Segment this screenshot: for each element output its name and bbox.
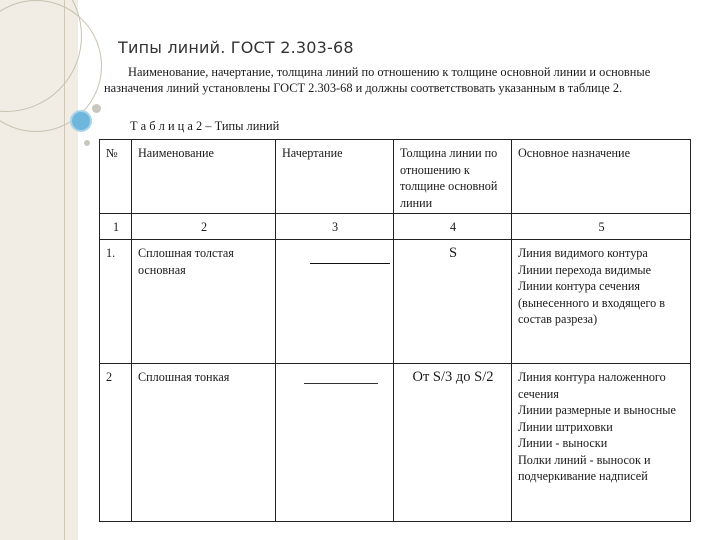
- row-thickness-cell: [394, 240, 512, 364]
- purpose-item: Линия контура наложенного сечения: [518, 370, 666, 401]
- purpose-item: Линии - выноски: [518, 436, 608, 450]
- thin-solid-line-sample: [304, 383, 378, 384]
- thick-solid-line-sample: [310, 263, 390, 264]
- table-header-row: [100, 140, 691, 214]
- row-number: 2: [100, 364, 132, 522]
- decorative-dot-tiny: [84, 140, 90, 146]
- intro-paragraph: Наименование, начертание, толщина линий по отношению к толщине основной линии и основные назначения линий установлены ГОСТ 2.303-68 и должны соответствовать указанным в таблице 2.: [104, 65, 651, 95]
- header-name: Наименование: [132, 140, 276, 214]
- column-number: 3: [276, 214, 394, 240]
- header-drawing: Начертание: [276, 140, 394, 214]
- row-name: Сплошная тонкая: [132, 364, 276, 522]
- purpose-item: Линия видимого контура: [518, 246, 648, 260]
- row-name: Сплошная толстая основная: [132, 240, 276, 364]
- purpose-item: Линии контура сечения (вынесенного и входящего в состав разреза): [518, 279, 666, 326]
- decorative-dot-large: [70, 110, 92, 132]
- row-number: 1.: [100, 240, 132, 364]
- row-drawing-cell: [276, 240, 394, 364]
- column-number: 4: [394, 214, 512, 240]
- header-purpose: Основное назначение: [512, 140, 691, 214]
- table-row: [100, 240, 691, 364]
- header-number: №: [100, 140, 132, 214]
- column-number: 2: [132, 214, 276, 240]
- row-thickness: От S/3 до S/2: [412, 369, 494, 385]
- row-thickness-cell: [394, 364, 512, 522]
- purpose-item: Линии штриховки: [518, 419, 613, 434]
- purpose-item: Линии перехода видимые: [518, 262, 652, 277]
- purpose-item: Линии размерные и выносные: [518, 403, 676, 417]
- table-column-numbers-row: [100, 214, 691, 240]
- line-types-table: [99, 139, 691, 522]
- row-drawing-cell: [276, 364, 394, 522]
- row-purpose-cell: [512, 364, 691, 522]
- purpose-item: Полки линий - выносок и подчеркивание надписей: [518, 452, 651, 483]
- table-row: [100, 364, 691, 522]
- page-title: Типы линий. ГОСТ 2.303-68: [118, 38, 354, 57]
- header-thickness: Толщина линии по отношению к толщине основной линии: [394, 140, 512, 214]
- table-caption: Т а б л и ц а 2 – Типы линий: [130, 119, 280, 133]
- column-number: 5: [512, 214, 691, 240]
- column-number: 1: [100, 214, 132, 240]
- decorative-dot-small: [92, 104, 101, 113]
- row-thickness: S: [448, 245, 458, 261]
- row-purpose-cell: [512, 240, 691, 364]
